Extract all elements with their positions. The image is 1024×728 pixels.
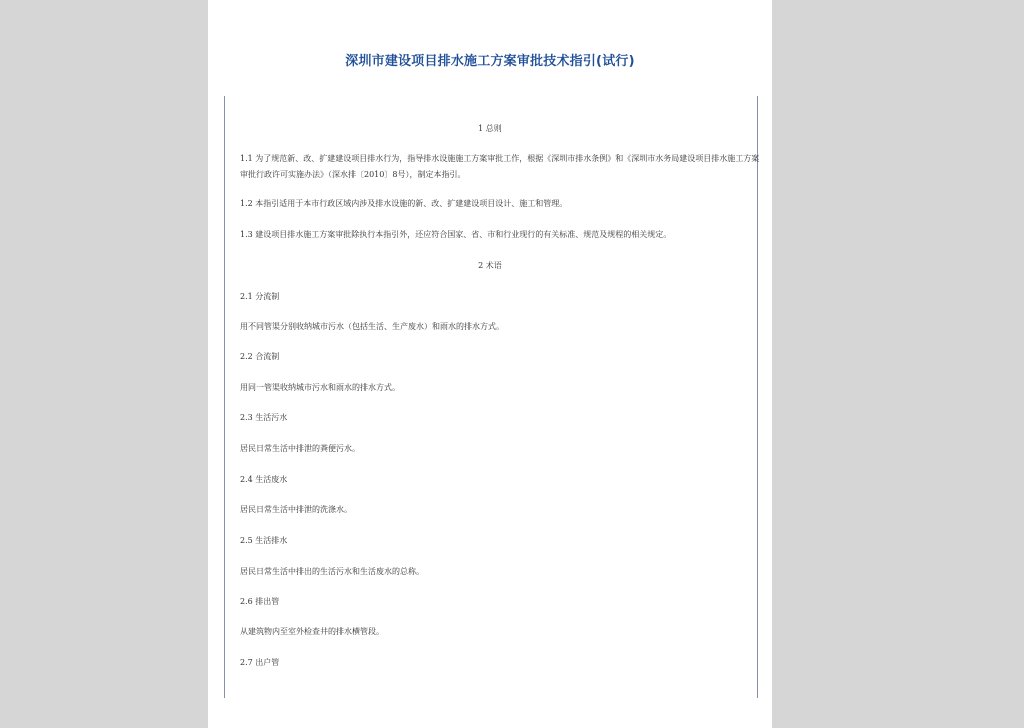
- paragraph-1-2: 1.2 本指引适用于本市行政区域内涉及排水设施的新、改、扩建建设项目设计、施工和管理。: [240, 199, 568, 208]
- term-2-7: 2.7 出户管: [240, 658, 280, 667]
- term-2-1: 2.1 分流制: [240, 292, 280, 301]
- document-title: 深圳市建设项目排水施工方案审批技术指引(试行): [345, 54, 635, 69]
- section-heading-general: 1 总则: [478, 124, 502, 133]
- term-2-4: 2.4 生活废水: [240, 475, 288, 484]
- term-2-2: 2.2 合流制: [240, 352, 280, 361]
- definition-2-6: 从建筑物内至室外检查井的排水横管段。: [240, 627, 384, 636]
- definition-2-4: 居民日常生活中排泄的洗涤水。: [240, 505, 352, 514]
- term-2-6: 2.6 排出管: [240, 597, 280, 606]
- definition-2-3: 居民日常生活中排泄的粪便污水。: [240, 444, 360, 453]
- document-page: [208, 0, 772, 728]
- section-heading-terms: 2 术语: [478, 261, 502, 270]
- definition-2-2: 用同一管渠收纳城市污水和雨水的排水方式。: [240, 383, 400, 392]
- paragraph-1-3: 1.3 建设项目排水施工方案审批除执行本指引外，还应符合国家、省、市和行业现行的有关标准、规范及规程的相关规定。: [240, 230, 672, 239]
- term-2-3: 2.3 生活污水: [240, 413, 288, 422]
- paragraph-1-1: 1.1 为了规范新、改、扩建建设项目排水行为，指导排水设施施工方案审批工作，根据《深圳市排水条例》和《深圳市水务局建设项目排水施工方案审批行政许可实施办法》（深水排〔2010〕8号），制定本指引。: [240, 154, 760, 179]
- definition-2-5: 居民日常生活中排出的生活污水和生活废水的总称。: [240, 567, 424, 576]
- frame-left-border: [224, 96, 225, 698]
- term-2-5: 2.5 生活排水: [240, 536, 288, 545]
- definition-2-1: 用不同管渠分别收纳城市污水（包括生活、生产废水）和雨水的排水方式。: [240, 322, 504, 331]
